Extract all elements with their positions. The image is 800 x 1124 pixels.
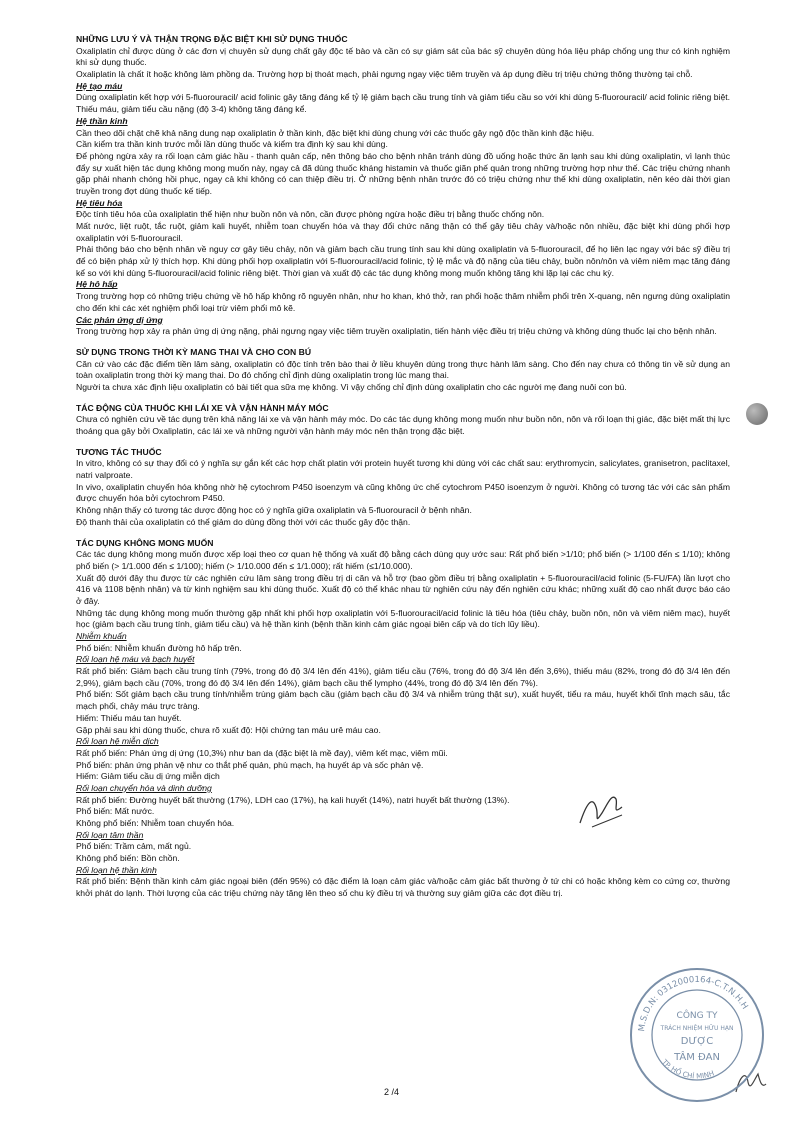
paragraph: Rất phổ biến: Phản ứng dị ứng (10,3%) như ban da (đặc biệt là mề đay), viêm kết mạc, viêm mũi.: [76, 747, 448, 758]
subsection-heading: Hệ hô hấp: [76, 279, 118, 290]
subsection-heading: Rối loạn hệ thần kinh: [76, 864, 157, 875]
paragraph: Hiếm: Thiếu máu tan huyết.: [76, 712, 182, 723]
paragraph: Rất phổ biến: Bệnh thần kinh cảm giác ngoại biên (đến 95%) có đặc điểm là loạn cảm giác và/hoặc cảm giác bất thường ở tứ chi có hoặc không kèm co cứng cơ, thường khởi phát do lạnh. Thời lượng của các triệu chứng này tăng lên theo số chu kỳ điều trị và thường suy giảm giữa các đợt điều trị.: [76, 876, 730, 899]
company-seal: [622, 960, 772, 1110]
paragraph: Độc tính tiêu hóa của oxaliplatin thể hiện như buồn nôn và nôn, cần được phòng ngừa hoặc điều trị bằng thuốc chống nôn.: [76, 209, 545, 220]
paragraph: Oxaliplatin chỉ được dùng ở các đơn vị chuyên sử dụng chất gây độc tế bào và cần có sự giám sát của bác sỹ chuyên dùng hóa liệu pháp chống ung thư có kinh nghiệm khi sử dụng thuốc.: [76, 45, 730, 68]
document-section: [76, 34, 730, 338]
subsection-heading: Các phản ứng dị ứng: [76, 314, 163, 325]
paragraph: Rất phổ biến: Giảm bạch cầu trung tính (79%, trong đó độ 3/4 lên đến 41%), giảm tiểu cầu (76%, trong đó độ 3/4 lên đến 3,6%), thiếu máu (82%, trong đó độ 3/4 lên đến 2,9%), giảm bạch cầu (70%, trong đó độ 3/4 lên đến 14%), giảm bạch cầu thể lympho (44%, trong đó độ 3/4 lên đến 7%).: [76, 666, 730, 688]
punch-hole-mark: [746, 403, 768, 425]
document-section: [76, 538, 730, 900]
paragraph: In vitro, không có sự thay đổi có ý nghĩa sự gắn kết các hợp chất platin với protein huyết tương khi dùng với các chất sau: erythromycin, salicylates, granisetron, paclitaxel, natri valproate.: [76, 458, 730, 481]
paragraph: Oxaliplatin là chất ít hoặc không làm phồng da. Trường hợp bị thoát mạch, phải ngưng ngay việc tiêm truyền và áp dụng điều trị triệu chứng thông thường tại chỗ.: [76, 69, 693, 80]
subsection-heading: Rối loạn tâm thần: [76, 829, 144, 840]
section-heading: TÁC ĐỘNG CỦA THUỐC KHI LÁI XE VÀ VẬN HÀNH MÁY MÓC: [76, 402, 329, 413]
paragraph: Những tác dụng không mong muốn thường gặp nhất khi phối hợp oxaliplatin với 5-fluorouracil/acid folinic là tiêu hóa (tiêu chảy, buồn nôn, nôn và viêm niêm mạc), huyết học (giảm bạch cầu trung tính, giảm tiểu cầu) và hệ thần kinh (bệnh thần kinh cảm giác ngoại biên cấp và do tích lũy liều).: [76, 607, 730, 630]
paragraph: Phải thông báo cho bệnh nhân về nguy cơ gây tiêu chảy, nôn và giảm bạch cầu trung tính sau khi dùng oxaliplatin và 5-fluorouracil, để họ liên lạc ngay với bác sỹ điều trị để có biện pháp xử lý thích hợp. Khi dùng phối hợp oxaliplatin với 5-fluorouracil/acid folinic, tỷ lệ mắc và độ nặng của tiêu chảy, buồn nôn/nôn và viêm niêm mạc tăng đáng kể so với khi dùng 5-fluorouracil/acid folinic riêng biệt. Thời gian và xuất độ các tác dụng không mong muốn không tăng khi lặp lại các chu kỳ.: [76, 244, 730, 278]
subsection-heading: Hệ tạo máu: [76, 80, 123, 91]
paragraph: Trong trường hợp xảy ra phản ứng dị ứng nặng, phải ngưng ngay việc tiêm truyền oxaliplatin, tiến hành việc điều trị triệu chứng và không dùng thuốc lại cho bệnh nhân.: [76, 326, 717, 337]
section-heading: TƯƠNG TÁC THUỐC: [76, 446, 162, 457]
paragraph: Không phổ biến: Bồn chồn.: [76, 853, 180, 864]
seal-bottom-text: TP. HỒ CHÍ MINH: [660, 1058, 716, 1081]
paragraph: Chưa có nghiên cứu về tác dụng trên khả năng lái xe và vận hành máy móc. Do các tác dụng không mong muốn như buồn nôn, nôn và rối loạn thị giác, đặc biệt mất thị lực thoáng qua gây bởi Oxaliplatin, các lái xe và những người vận hành máy móc nên thận trọng đặc biệt.: [76, 414, 730, 436]
section-heading: SỬ DỤNG TRONG THỜI KỲ MANG THAI VÀ CHO CON BÚ: [76, 346, 312, 357]
document-section: [76, 447, 730, 529]
paragraph: Để phòng ngừa xảy ra rối loạn cảm giác hầu - thanh quản cấp, nên thông báo cho bệnh nhân tránh dùng đồ uống hoặc thức ăn lạnh sau khi dùng oxaliplatin, vì lạnh thúc đẩy sự xuất hiện tác dụng không mong muốn này, ngay cả đã dùng thuốc kháng histamin và thuốc giãn phế quản trong những trường hợp như thế. Các triệu chứng nhanh gặp phải nhanh chóng hồi phục, ngay cả khi không có can thiệp điều trị. Ở những bệnh nhân trước đó có triệu chứng như thế khi dùng oxaliplatin, nên kéo dài thời gian truyền trong đợt dùng thuốc kế tiếp.: [76, 150, 730, 196]
paragraph: Rất phổ biến: Đường huyết bất thường (17%), LDH cao (17%), hạ kali huyết (14%), natri huyết bất thường (13%).: [76, 794, 510, 805]
document-page: [76, 34, 730, 902]
paragraph: Phổ biến: Nhiễm khuẩn đường hô hấp trên.: [76, 642, 242, 653]
section-heading: TÁC DỤNG KHÔNG MONG MUỐN: [76, 537, 214, 548]
paragraph: Phổ biến: Sốt giảm bạch cầu trung tính/nhiễm trùng giảm bạch cầu (giảm bạch cầu độ 3/4 và nhiễm trùng thật sự), xuất huyết, tiểu ra máu, huyết khối tĩnh mạch sâu, tắc mạch phổi, chảy máu trực tràng.: [76, 689, 730, 712]
seal-line-4: TÂM ĐAN: [674, 1052, 720, 1063]
paragraph: Căn cứ vào các đặc điểm tiền lâm sàng, oxaliplatin có độc tính trên bào thai ở liều khuyên dùng trong thực hành lâm sàng. Cho đến nay chưa có thông tin về sử dụng an toàn oxaliplatin trong thời kỳ mang thai. Do đó chống chỉ định dùng oxaliplatin trong lúc mang thai.: [76, 358, 730, 381]
subsection-heading: Nhiễm khuẩn: [76, 631, 127, 641]
paragraph: Mất nước, liệt ruột, tắc ruột, giảm kali huyết, nhiễm toan chuyển hóa và thay đổi chức năng thận có thể gây tiêu chảy và/hoặc nôn nhiều, đặc biệt khi dùng phối hợp oxaliplatin với 5-fluorouracil.: [76, 221, 730, 243]
paragraph: Dùng oxaliplatin kết hợp với 5-fluorouracil/ acid folinic gây tăng đáng kể tỷ lệ giảm bạch cầu trung tính và giảm tiểu cầu so với khi dùng 5-fluorouracil/ acid folinic riêng biệt. Thiếu máu, giảm tiểu cầu nặng (độ 3-4) không tăng đáng kể.: [76, 92, 730, 115]
subsection-heading: Rối loạn chuyển hóa và dinh dưỡng: [76, 782, 212, 793]
page-number: 2 /4: [384, 1087, 400, 1097]
paragraph: In vivo, oxaliplatin chuyển hóa không nhờ hệ cytochrom P450 isoenzym và cũng không ức chế cytochrom P450 isoenzym ở người. Không có tương tác với các sản phẩm được chuyển hóa bởi cytochrom P450.: [76, 481, 730, 504]
seal-line-1: CÔNG TY: [676, 1011, 718, 1021]
seal-ring-text: M.S.D.N: 0312000164-C.T.N.H.H: [637, 974, 750, 1033]
paragraph: Cần theo dõi chặt chẽ khả năng dung nạp oxaliplatin ở thần kinh, đặc biệt khi dùng chung với các thuốc gây ngộ độc thần kinh đặc hiệu.: [76, 127, 595, 138]
seal-line-3: DƯỢC: [680, 1036, 714, 1047]
seal-line-2: TRÁCH NHIỆM HỮU HẠN: [660, 1025, 734, 1032]
subsection-heading: Hệ tiêu hóa: [76, 197, 123, 208]
paragraph: Độ thanh thải của oxaliplatin có thể giảm do dùng đồng thời với các thuốc gây độc thận.: [76, 516, 411, 527]
section-heading: NHỮNG LƯU Ý VÀ THẬN TRỌNG ĐẶC BIỆT KHI SỬ DỤNG THUỐC: [76, 34, 348, 44]
paragraph: Không phổ biến: Nhiễm toan chuyển hóa.: [76, 818, 235, 828]
paragraph: Gặp phải sau khi dùng thuốc, chưa rõ xuất độ: Hội chứng tan máu urê máu cao.: [76, 724, 381, 735]
paragraph: Không nhận thấy có tương tác dược động học có ý nghĩa giữa oxaliplatin và 5-fluorouracil ở bệnh nhân.: [76, 505, 472, 516]
paragraph: Các tác dụng không mong muốn được xếp loại theo cơ quan hệ thống và xuất độ bằng cách dùng quy ước sau: Rất phổ biến >1/10; phổ biến (> 1/100 đến ≤ 1/10); không phổ biến (> 1/1.000 đến ≤ 1/100); hiếm (> 1/10.000 đến ≤ 1/1.000); rất hiếm (≤1/10.000).: [76, 549, 730, 571]
paragraph: Xuất độ dưới đây thu được từ các nghiên cứu lâm sàng trong điều trị di căn và hỗ trợ (bao gồm điều trị bằng oxaliplatin + 5-fluorouracil/acid folinic (5-FU/FA) lần lượt cho 416 và 1108 bệnh nhân) và từ kinh nghiệm sau khi dùng thuốc. Xuất độ có thể khác nhau từ nghiên cứu này đến nghiên cứu khác; những xuất độ cao nhất được báo cáo ở đây.: [76, 572, 730, 606]
paragraph: Phổ biến: Trầm cảm, mất ngủ.: [76, 841, 192, 852]
signature-mark: [572, 785, 632, 835]
subsection-heading: Rối loạn hệ miễn dịch: [76, 736, 159, 747]
paragraph: Người ta chưa xác định liệu oxaliplatin có bài tiết qua sữa mẹ không. Vì vậy chống chỉ định dùng oxaliplatin cho các người mẹ đang nuôi con bú.: [76, 381, 627, 392]
paragraph: Trong trường hợp có những triệu chứng về hô hấp không rõ nguyên nhân, như ho khan, khó thở, ran phổi hoặc thâm nhiễm phổi trên X-quang, nên ngưng dùng oxaliplatin cho đến khi các xét nghiệm phổi loại trừ viêm phổi mô kẽ.: [76, 291, 730, 313]
subsection-heading: Hệ thần kinh: [76, 115, 128, 126]
paragraph: Hiếm: Giảm tiểu cầu dị ứng miễn dịch: [76, 771, 220, 782]
document-section: [76, 403, 730, 438]
subsection-heading: Rối loạn hệ máu và bạch huyết: [76, 654, 195, 665]
paragraph: Cần kiểm tra thần kinh trước mỗi lần dùng thuốc và kiểm tra định kỳ sau khi dùng.: [76, 139, 388, 150]
paragraph: Phổ biến: phản ứng phản vệ như co thắt phế quản, phù mạch, hạ huyết áp và sốc phản vệ.: [76, 759, 424, 770]
paragraph: Phổ biến: Mất nước.: [76, 806, 155, 817]
document-section: [76, 347, 730, 394]
